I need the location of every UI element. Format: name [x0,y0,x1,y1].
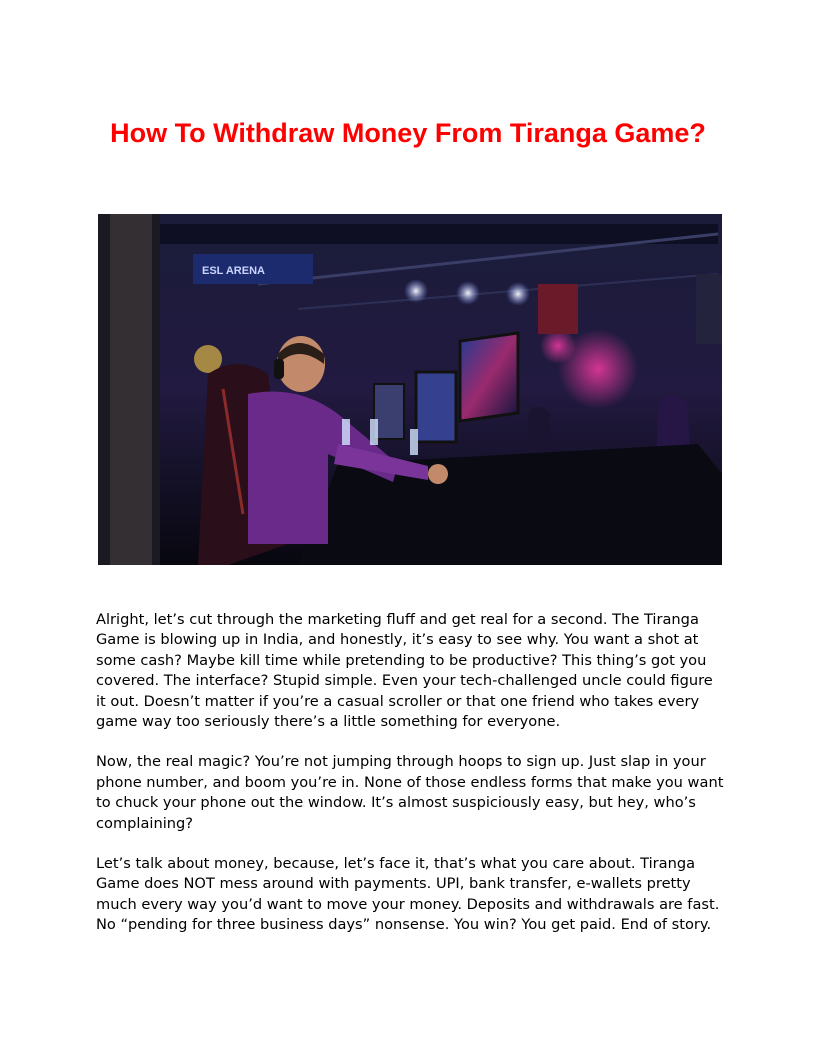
banner-text: ESL ARENA [202,265,265,277]
paragraph-intro: Alright, let’s cut through the marketing fluff and get real for a second. The Tiranga Game is blowing up in India, and honestly, it’s easy to see why. You want a shot at some cash? Maybe kill time while pretending to be productive? This thing’s got you covered. The interface? Stupid simple. Even your tech-challenged uncle could figure it out. Doesn’t matter if you’re a casual scroller or that one friend who takes every game way too seriously there’s a little something for everyone. [96,611,713,731]
paragraph-payments: Let’s talk about money, because, let’s face it, that’s what you care about. Tiranga Game does NOT mess around with payments. UPI, bank transfer, e-wallets pretty much every way you’d want to move your money. Deposits and withdrawals are fast. No “pending for three business days” nonsense. You win? You get paid. End of story. [96,855,720,934]
article-body [96,610,724,956]
page-title: How To Withdraw Money From Tiranga Game? [110,118,706,148]
hero-image [98,214,722,565]
paragraph-signup: Now, the real magic? You’re not jumping through hoops to sign up. Just slap in your phone number, and boom you’re in. None of those endless forms that make you want to chuck your phone out the window. It’s almost suspiciously easy, but hey, who’s complaining? [96,753,724,832]
